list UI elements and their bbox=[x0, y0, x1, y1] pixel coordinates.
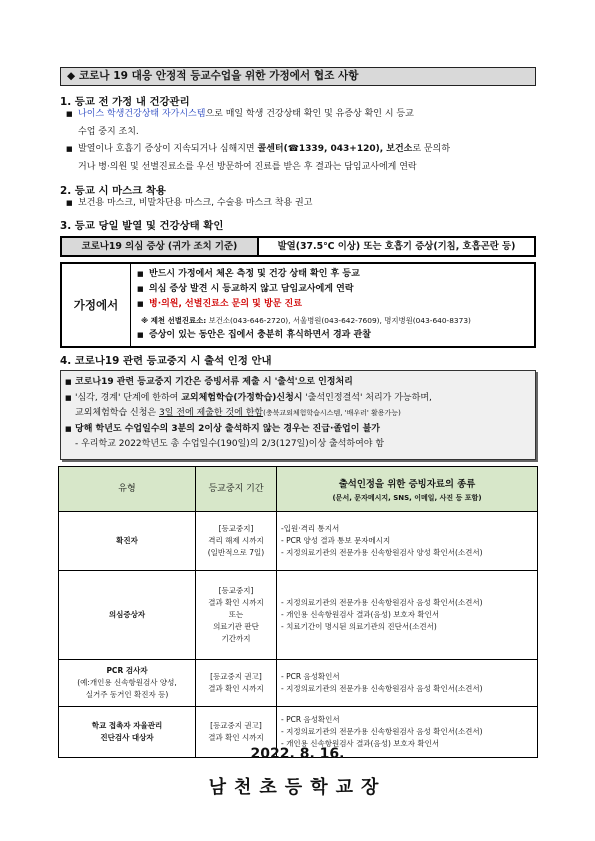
bullet-text: 보건용 마스크, 비말차단용 마스크, 수술용 마스크 착용 권고 bbox=[78, 198, 313, 208]
bullet-icon: ■ bbox=[66, 145, 73, 153]
list-item: ■ 병·의원, 선별진료소 문의 및 방문 진료 bbox=[137, 297, 534, 312]
cell-line: - 개인용 신속항원검사 결과(음성) 보호자 확인서 bbox=[281, 739, 440, 748]
bullet-icon: ■ bbox=[137, 285, 144, 294]
cell-line: (일반적으로 7일) bbox=[207, 548, 265, 557]
section-2-heading: 2. 등교 시 마스크 착용 bbox=[60, 185, 166, 197]
attendance-evidence-table bbox=[58, 466, 538, 758]
section-3-heading: 3. 등교 당일 발열 및 건강상태 확인 bbox=[60, 220, 224, 232]
type-cell bbox=[59, 660, 196, 707]
cell-line: - 지정의료기관의 전문가용 신속항원검사 음성 확인서(소견서) bbox=[281, 684, 483, 693]
attendance-line-5: - 우리학교 2022학년도 총 수업일수(190일)의 2/3(127일)이상 출석하여야 함 bbox=[75, 439, 385, 450]
cell-line: - 지정의료기관의 전문가용 신속항원검사 양성 확인서(소견서) bbox=[281, 548, 483, 557]
docs-cell bbox=[277, 512, 538, 571]
bullet-icon: ■ bbox=[66, 110, 73, 118]
header-docs: 출석인정을 위한 증빙자료의 종류 (문서, 문자메시지, SNS, 이메일, 사진 등 포함) bbox=[277, 467, 538, 512]
cell-line: 확진자 bbox=[116, 536, 138, 545]
symptom-criteria-box bbox=[60, 236, 536, 257]
table-row bbox=[59, 512, 538, 571]
symptom-label: 코로나19 의심 증상 (귀가 조치 기준) bbox=[62, 238, 259, 255]
type-cell bbox=[59, 512, 196, 571]
notice-title: ◆ 코로나 19 대응 안정적 등교수업을 위한 가정에서 협조 사항 bbox=[60, 67, 536, 86]
cell-line: 학교 접촉자 자율관리 bbox=[91, 721, 163, 730]
school-principal-signature: 남천초등학교장 bbox=[208, 777, 387, 798]
home-guidance-box bbox=[60, 262, 536, 348]
cell-line: 의심증상자 bbox=[108, 610, 146, 619]
attendance-line-2: ■ '심각, 경계' 단계에 한하여 교외체험학습(가정학습)신청시 '출석인정결석' 처리가 가능하며, bbox=[65, 391, 535, 407]
cell-line: - 개인용 신속항원검사 결과(음성) 보호자 확인서 bbox=[281, 610, 440, 619]
cell-line: 결과 확인 시까지 bbox=[208, 684, 264, 693]
bullet-icon: ■ bbox=[137, 300, 144, 309]
cell-line: [등교중지 권고] bbox=[210, 721, 262, 730]
bullet-item bbox=[66, 195, 312, 213]
cell-line: 실거주 동거인 확진자 등) bbox=[85, 690, 169, 699]
section-1-heading: 1. 등교 전 가정 내 건강관리 bbox=[60, 96, 190, 108]
period-cell bbox=[196, 660, 277, 707]
type-cell bbox=[59, 571, 196, 660]
period-cell bbox=[196, 571, 277, 660]
cell-line: 의료기관 판단 bbox=[213, 622, 259, 631]
bullet-icon: ■ bbox=[137, 330, 144, 339]
attendance-info-box bbox=[60, 370, 536, 460]
table-body bbox=[59, 512, 538, 758]
bullet-text: 발열이나 호흡기 증상이 지속되거나 심해지면 콜센터(☎1339, 043+120), 보건소로 문의하 bbox=[78, 144, 451, 154]
cell-line: 결과 확인 시까지 bbox=[208, 598, 264, 607]
period-cell bbox=[196, 512, 277, 571]
attendance-line-1: ■ 코로나19 관련 등교중지 기간은 증빙서류 제출 시 '출석'으로 인정처리 bbox=[65, 375, 535, 391]
home-label: 가정에서 bbox=[62, 264, 131, 346]
list-item: ■ 반드시 가정에서 체온 측정 및 건강 상태 확인 후 등교 bbox=[137, 267, 534, 282]
cell-line: -입원·격리 통지서 bbox=[281, 524, 340, 533]
table-header-row bbox=[59, 467, 538, 512]
bullet-continuation: 거나 병·의원 및 선별진료소를 우선 방문하여 진료를 받은 후 결과는 담임교사에게 연락 bbox=[78, 161, 417, 172]
header-type: 유형 bbox=[59, 467, 196, 512]
bullet-icon: ■ bbox=[137, 270, 144, 278]
section-4-heading: 4. 코로나19 관련 등교중지 시 출석 인정 안내 bbox=[60, 355, 272, 367]
bullet-continuation: 수업 중지 조치. bbox=[78, 126, 139, 137]
cell-line: 기간까지 bbox=[221, 634, 251, 643]
cell-line: 진단검사 대상자 bbox=[100, 733, 154, 742]
cell-line: [등교중지] bbox=[218, 524, 254, 533]
cell-line: PCR 검사자 bbox=[106, 666, 148, 675]
docs-cell bbox=[277, 571, 538, 660]
bullet-item bbox=[66, 141, 542, 159]
cell-line: (예:개인용 신속항원검사 양성, bbox=[77, 678, 177, 687]
cell-line: - 지정의료기관의 전문가용 신속항원검사 음성 확인서(소견서) bbox=[281, 598, 483, 607]
attendance-line-4: ■ 당해 학년도 수업일수의 3분의 2이상 출석하지 않는 경우는 진급·졸업이 불가 bbox=[65, 422, 535, 438]
screening-clinic-note: ※ 제천 선별진료소: 보건소(043-646-2720), 서울병원(043-642-7609), 명지병원(043-640-8373) bbox=[141, 315, 471, 325]
cell-line: 또는 bbox=[228, 610, 244, 619]
cell-line: - PCR 양성 결과 통보 문자메시지 bbox=[281, 536, 391, 545]
self-check-system-link[interactable]: 나이스 학생건강상태 자가시스템 bbox=[78, 109, 206, 119]
list-item: ■ 의심 증상 발견 시 등교하지 않고 담임교사에게 연락 bbox=[137, 282, 534, 297]
cell-line: - PCR 음성확인서 bbox=[281, 715, 340, 724]
table-row bbox=[59, 571, 538, 660]
document-date: 2022. 8. 16. bbox=[250, 746, 345, 762]
section-2-body bbox=[66, 195, 312, 213]
docs-cell bbox=[277, 660, 538, 707]
cell-line: [등교중지] bbox=[218, 586, 254, 595]
bullet-icon: ■ bbox=[65, 424, 72, 433]
cell-line: - 지정의료기관의 전문가용 신속항원검사 음성 확인서(소견서) bbox=[281, 727, 483, 736]
list-item: ■ 증상이 있는 동안은 집에서 충분히 휴식하면서 경과 관찰 bbox=[137, 328, 534, 343]
bullet-icon: ■ bbox=[65, 393, 72, 402]
table-row bbox=[59, 660, 538, 707]
bullet-item bbox=[66, 106, 542, 124]
cell-line: 결과 확인 시까지 bbox=[208, 733, 264, 742]
cell-line: - PCR 음성확인서 bbox=[281, 672, 340, 681]
home-guidance-list bbox=[131, 264, 534, 346]
cell-line: - 치료기간이 명시된 의료기관의 진단서(소견서) bbox=[281, 622, 437, 631]
header-period: 등교중지 기간 bbox=[196, 467, 277, 512]
symptom-value: 발열(37.5℃ 이상) 또는 호흡기 증상(기침, 호흡곤란 등) bbox=[277, 241, 516, 252]
attendance-line-3: 교외체험학습 신청은 3일 전에 제출한 것에 한함(충북교외체험학습시스템, '배우러' 활용가능) bbox=[75, 408, 401, 419]
cell-line: 격리 해제 시까지 bbox=[208, 536, 264, 545]
bullet-icon: ■ bbox=[65, 378, 72, 386]
bullet-text: 나이스 학생건강상태 자가시스템으로 매일 학생 건강상태 확인 및 유증상 확인 시 등교 bbox=[78, 109, 414, 119]
section-1-body bbox=[66, 106, 542, 176]
cell-line: [등교중지 권고] bbox=[210, 672, 262, 681]
bullet-icon: ■ bbox=[66, 199, 73, 207]
call-center-text: 콜센터(☎1339, 043+120), 보건소 bbox=[257, 144, 413, 154]
